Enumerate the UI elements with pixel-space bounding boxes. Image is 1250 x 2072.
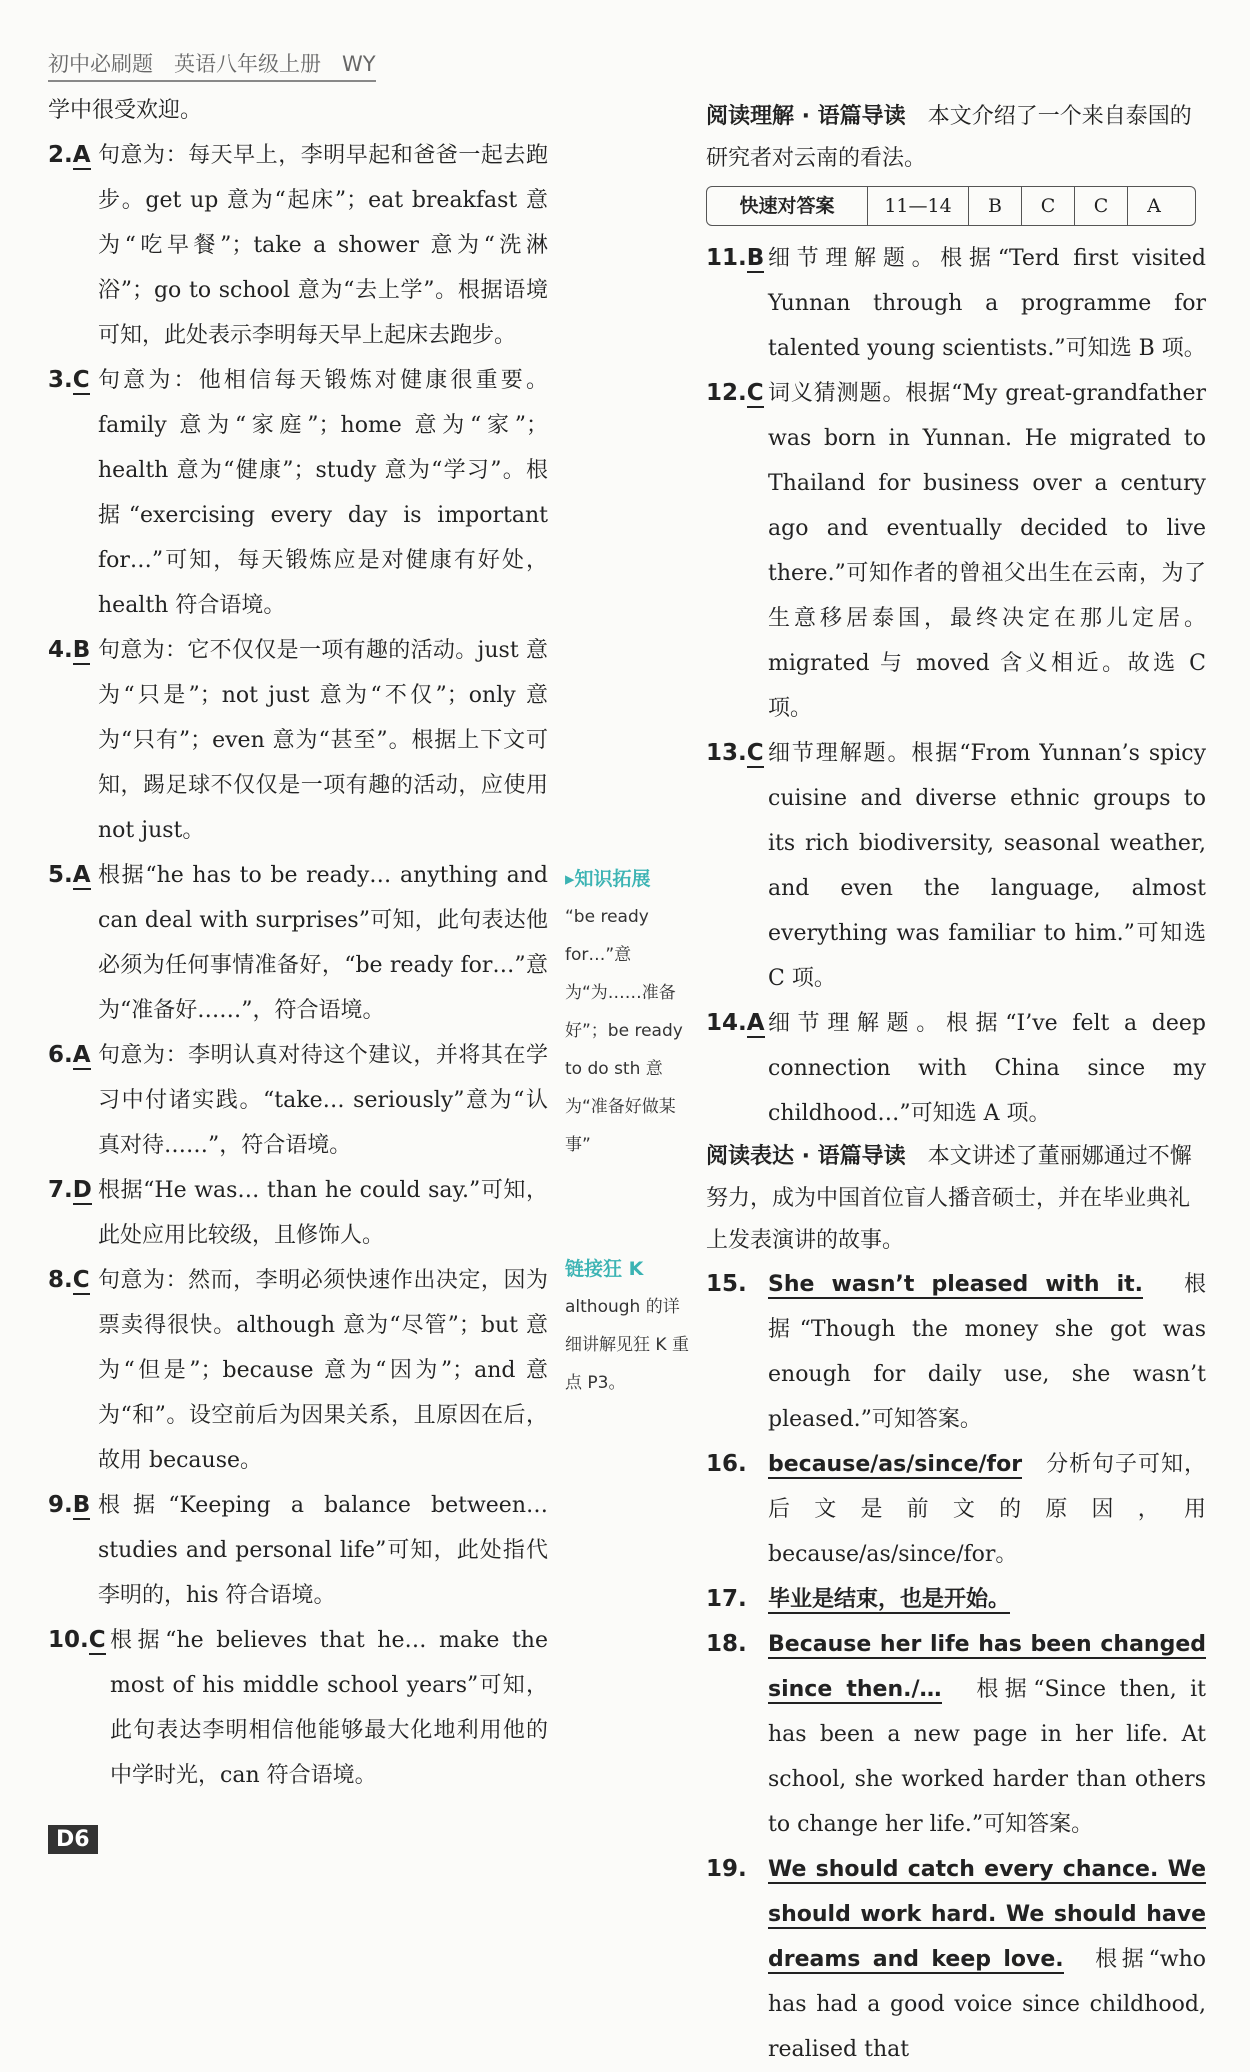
- answer-item-8: 8.C 句意为：然而，李明必须快速作出决定，因为票卖得很快。although 意为“尽管”；but 意为“但是”；because 意为“因为”；and 意为“和”。设空前后为因果关系，且原因在后，故用 because。: [48, 1267, 548, 1473]
- answer-item-5: 5.A 根据“he has to be ready… anything and can deal with surprises”可知，此句表达他必须为任何事情准备好，“be ready for…”意为“准备好……”，符合语境。: [48, 862, 548, 1023]
- answer-item-4: 4.B 句意为：它不仅仅是一项有趣的活动。just 意为“只是”；not just 意为“不仅”；only 意为“只有”；even 意为“甚至”。根据上下文可知，踢足球不仅仅是一项有趣的活动，应使用 not just。: [48, 637, 548, 843]
- answer-item-19: 19. We should catch every chance. We should work hard. We should have dreams and keep love. 根据“who has had a good voice since childhood, realised that: [706, 1856, 1206, 2062]
- answer-item-15: 15. She wasn’t pleased with it. 根据“Though the money she got was enough for daily use, she wasn’t pleased.”可知答案。: [706, 1271, 1206, 1432]
- answer-item-11: 11.B 细节理解题。根据“Terd first visited Yunnan through a programme for talented young scientists.”可知选 B 项。: [706, 245, 1206, 361]
- quick-answer-cell: C: [1074, 187, 1127, 225]
- continued-text: 学中很受欢迎。: [48, 98, 203, 123]
- link-note-title: 链接狂 K: [565, 1258, 644, 1280]
- answer-item-6: 6.A 句意为：李明认真对待这个建议，并将其在学习中付诸实践。“take… seriously”意为“认真对待……”，符合语境。: [48, 1042, 548, 1158]
- knowledge-note-title: ▸知识拓展: [565, 868, 651, 890]
- answer-item-7: 7.D 根据“He was… than he could say.”可知，此处应用比较级，且修饰人。: [48, 1177, 548, 1248]
- left-column: [48, 88, 548, 1798]
- knowledge-note: [565, 860, 695, 1164]
- quick-answer-cell: A: [1127, 187, 1180, 225]
- link-note: [565, 1250, 695, 1402]
- quick-answer-table: [706, 186, 1196, 226]
- answer-item-16: 16. because/as/since/for 分析句子可知，后文是前文的原因，用 because/as/since/for。: [706, 1451, 1206, 1567]
- quick-answer-cell: C: [1021, 187, 1074, 225]
- right-column: [706, 96, 1206, 2072]
- knowledge-note-text: “be ready for…”意为“为……准备好”；be ready to do sth 意为“准备好做某事”: [565, 907, 683, 1155]
- answer-item-17: 17. 毕业是结束，也是开始。: [706, 1586, 1011, 1612]
- page-number: D6: [48, 1825, 98, 1854]
- page-header: 初中必刷题 英语八年级上册 WY: [48, 48, 376, 82]
- answer-item-12: 12.C 词义猜测题。根据“My great-grandfather was born in Yunnan. He migrated to Thailand for business over a century ago and eventually decided to live there.”可知作者的曾祖父出生在云南，为了生意移居泰国，最终决定在那儿定居。migrated 与 moved 含义相近。故选 C 项。: [706, 380, 1206, 721]
- answer-item-10: 10.C 根据“he believes that he… make the most of his middle school years”可知，此句表达李明相信他能够最大化地利用他的中学时光，can 符合语境。: [48, 1627, 548, 1788]
- link-note-text: although 的详细讲解见狂 K 重点 P3。: [565, 1297, 689, 1393]
- answer-item-3: 3.C 句意为：他相信每天锻炼对健康很重要。family 意为“家庭”；home 意为“家”；health 意为“健康”；study 意为“学习”。根据“exercising every day is important for…”可知，每天锻炼应是对健康有好处，health 符合语境。: [48, 367, 548, 618]
- quick-answer-range: 11—14: [867, 187, 968, 225]
- answer-item-9: 9.B 根据“Keeping a balance between… studies and personal life”可知，此处指代李明的，his 符合语境。: [48, 1492, 548, 1608]
- expression-guide: 阅读表达 · 语篇导读 本文讲述了董丽娜通过不懈努力，成为中国首位盲人播音硕士，并在毕业典礼上发表演讲的故事。: [706, 1144, 1192, 1253]
- reading-guide: 阅读理解 · 语篇导读 本文介绍了一个来自泰国的研究者对云南的看法。: [706, 104, 1192, 171]
- answer-item-2: 2.A 句意为：每天早上，李明早起和爸爸一起去跑步。get up 意为“起床”；eat breakfast 意为“吃早餐”；take a shower 意为“洗淋浴”；go to school 意为“去上学”。根据语境可知，此处表示李明每天早上起床去跑步。: [48, 142, 548, 348]
- quick-answer-cell: B: [968, 187, 1021, 225]
- quick-answer-label: 快速对答案: [739, 195, 835, 217]
- answer-item-14: 14.A 细节理解题。根据“I’ve felt a deep connection with China since my childhood…”可知选 A 项。: [706, 1010, 1206, 1126]
- answer-item-13: 13.C 细节理解题。根据“From Yunnan’s spicy cuisine and diverse ethnic groups to its rich biodiversity, seasonal weather, and even the language, almost everything was familiar to him.”可知选 C 项。: [706, 740, 1206, 991]
- answer-item-18: 18. Because her life has been changed since then./… 根据“Since then, it has been a new page in her life. At school, she worked harder than others to change her life.”可知答案。: [706, 1631, 1206, 1837]
